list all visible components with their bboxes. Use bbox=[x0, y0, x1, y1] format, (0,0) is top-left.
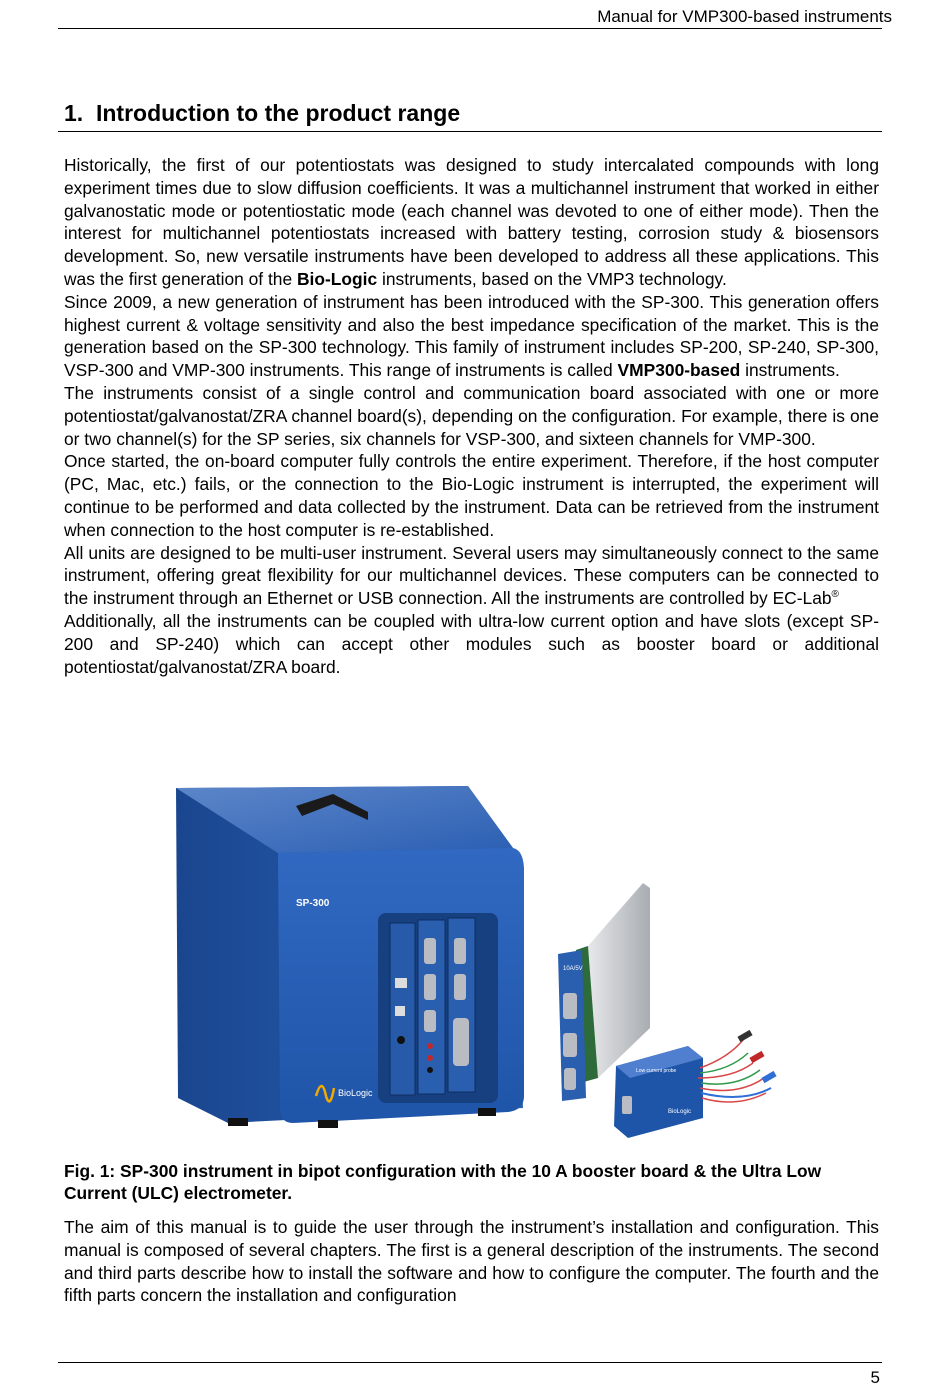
page-number: 5 bbox=[870, 1368, 880, 1387]
paragraph-text: All units are designed to be multi-user instrument. Several users may simultaneously connect to the same instrument, offering great flexibility for our multichannel devices. These computers can be connected to the instrument through an Ethernet or USB connection. All the instruments are controlled by EC-Lab bbox=[64, 542, 879, 609]
brand-name: Bio-Logic bbox=[296, 268, 378, 289]
paragraph-text: Since 2009, a new generation of instrument has been introduced with the SP-300. This generation offers highest current & voltage sensitivity and also the best impedance specification of the market. This is the generation based on the SP-300 technology. This family of instrument includes SP-200, SP-240, SP-300, VSP-300 and VMP-300 instruments. This range of instruments is called bbox=[64, 291, 879, 381]
range-name: VMP300-based bbox=[617, 360, 741, 381]
logo-text: BioLogic bbox=[338, 1088, 373, 1098]
title-divider bbox=[58, 131, 882, 132]
paragraph-text: Historically, the first of our potentiostats was designed to study intercalated compounds with long experiment times due to slow diffusion coefficients. It was a multichannel instrument that worked in either galvanostatic mode or potentiostatic mode (each channel was devoted to one of either mode). Then the interest for multichannel potentiostats increased with battery testing, corrosion study & biosensors development. So, new versatile instruments have been developed to address all these applications. This was the first generation of the bbox=[64, 155, 879, 289]
section-heading: Introduction to the product range bbox=[95, 100, 461, 126]
ulc-logo: BioLogic bbox=[668, 1109, 692, 1115]
ulc-label: Low current probe bbox=[636, 1068, 677, 1074]
paragraph-manual-aim: The aim of this manual is to guide the user through the instrument’s installation and configuration. This manual is composed of several chapters. The first is a general description of the instruments. The second and third parts describe how to install the software and how to configure the computer. The fourth and the fifth parts concern the installation and configuration bbox=[64, 1217, 879, 1306]
sp300-instrument bbox=[176, 786, 524, 1128]
section-number: 1. bbox=[64, 100, 84, 126]
paragraph-text: instruments. bbox=[740, 360, 840, 381]
paragraph-boards: The instruments consist of a single control and communication board associated with one or more potentiostat/galvanostat/ZRA channel board(s), depending on the configuration. For example, there is one or two channel(s) for the SP series, six channels for VSP-300, and sixteen channels for VMP-300. bbox=[64, 382, 879, 449]
paragraph-text: instruments, based on the VMP3 technology. bbox=[377, 268, 727, 289]
paragraph-multiuser bbox=[64, 542, 879, 610]
paragraph-generation bbox=[64, 291, 879, 382]
section-title bbox=[64, 100, 460, 127]
booster-label: 10A/5V bbox=[563, 966, 583, 972]
product-photo bbox=[168, 778, 793, 1148]
body-text bbox=[64, 154, 879, 678]
running-header: Manual for VMP300-based instruments bbox=[597, 7, 892, 26]
instrument-label: SP-300 bbox=[296, 898, 330, 909]
paragraph-options: Additionally, all the instruments can be coupled with ultra-low current option and have slots (except SP-200 and SP-240) which can accept other modules such as booster board or additional potentiostat/galvanostat/ZRA board. bbox=[64, 610, 879, 677]
header-divider bbox=[58, 28, 882, 29]
paragraph-history bbox=[64, 154, 879, 291]
figure-caption: Fig. 1: SP-300 instrument in bipot configuration with the 10 A booster board & the Ultra Low Current (ULC) electrometer. bbox=[64, 1161, 822, 1203]
paragraph-onboard: Once started, the on-board computer fully controls the entire experiment. Therefore, if the host computer (PC, Mac, etc.) fails, or the connection to the Bio-Logic instrument is interrupted, the experiment will continue to be performed and data collected by the instrument. Data can be retrieved from the instrument when connection to the host computer is re-established. bbox=[64, 451, 879, 540]
registered-mark: ® bbox=[831, 589, 839, 601]
footer-divider bbox=[58, 1362, 882, 1363]
ulc-electrometer bbox=[614, 1030, 777, 1138]
